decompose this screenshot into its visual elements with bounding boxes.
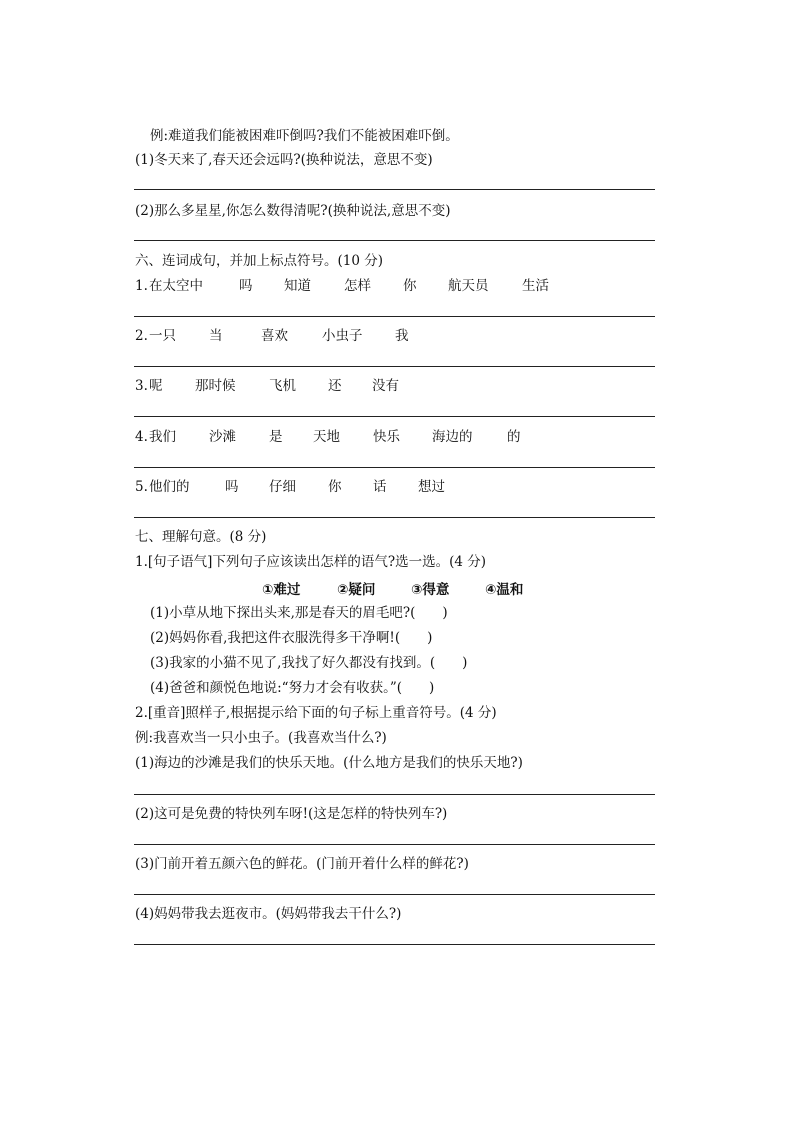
word-tile: 在太空中 — [149, 278, 203, 294]
tone-item-3: (3)我家的小猫不见了,我找了好久都没有找到。( ) — [150, 655, 468, 671]
word-tile: 生活 — [522, 278, 549, 294]
stress-example: 例:我喜欢当一只小虫子。(我喜欢当什么?) — [135, 730, 387, 746]
answer-line — [134, 416, 655, 417]
tone-option-1: ①难过 — [262, 582, 301, 598]
word-tile: 他们的 — [149, 479, 190, 495]
tone-question-title: 1.[句子语气]下列句子应该读出怎样的语气?选一选。(4 分) — [135, 554, 487, 570]
section-6-heading: 六、连词成句，并加上标点符号。(10 分) — [135, 253, 384, 269]
word-tile: 快乐 — [373, 429, 400, 445]
word-tile: 是 — [269, 429, 283, 445]
word-tile: 海边的 — [432, 429, 473, 445]
word-tile: 那时候 — [195, 378, 236, 394]
word-tile: 你 — [403, 278, 417, 294]
rewrite-example: 例:难道我们能被困难吓倒吗?我们不能被困难吓倒。 — [150, 128, 459, 144]
stress-item-1: (1)海边的沙滩是我们的快乐天地。(什么地方是我们的快乐天地?) — [135, 755, 523, 771]
stress-item-2: (2)这可是免费的特快列车呀!(这是怎样的特快列车?) — [135, 806, 448, 822]
word-tile: 航天员 — [448, 278, 489, 294]
answer-line — [134, 366, 655, 367]
word-tile: 想过 — [418, 479, 445, 495]
answer-line — [134, 844, 655, 845]
item-number: 5. — [135, 479, 148, 495]
tone-option-4: ④温和 — [485, 582, 524, 598]
word-tile: 喜欢 — [261, 328, 288, 344]
section-7-heading: 七、理解句意。(8 分) — [135, 529, 267, 545]
answer-line — [134, 316, 655, 317]
word-tile: 沙滩 — [209, 429, 236, 445]
item-number: 4. — [135, 429, 148, 445]
answer-line — [134, 944, 655, 945]
rewrite-question-1: (1)冬天来了,春天还会远吗?(换种说法，意思不变) — [135, 152, 433, 168]
answer-line — [134, 189, 655, 190]
answer-line — [134, 794, 655, 795]
word-tile: 你 — [328, 479, 342, 495]
word-tile: 小虫子 — [322, 328, 363, 344]
item-number: 3. — [135, 378, 148, 394]
word-tile: 还 — [328, 378, 342, 394]
stress-item-3: (3)门前开着五颜六色的鲜花。(门前开着什么样的鲜花?) — [135, 856, 469, 872]
item-number: 2. — [135, 328, 148, 344]
tone-item-2: (2)妈妈你看,我把这件衣服洗得多干净啊!( ) — [150, 630, 433, 646]
word-tile: 怎样 — [344, 278, 371, 294]
word-tile: 天地 — [313, 429, 340, 445]
rewrite-question-2: (2)那么多星星,你怎么数得清呢?(换种说法,意思不变) — [135, 203, 451, 219]
word-tile: 话 — [373, 479, 387, 495]
word-tile: 的 — [507, 429, 521, 445]
word-tile: 仔细 — [269, 479, 296, 495]
word-tile: 知道 — [284, 278, 311, 294]
tone-option-3: ③得意 — [411, 582, 450, 598]
answer-line — [134, 240, 655, 241]
word-tile: 没有 — [372, 378, 399, 394]
word-tile: 飞机 — [269, 378, 296, 394]
tone-item-4: (4)爸爸和颜悦色地说:“努力才会有收获。”( ) — [150, 680, 435, 696]
word-tile: 吗 — [225, 479, 239, 495]
stress-item-4: (4)妈妈带我去逛夜市。(妈妈带我去干什么?) — [135, 906, 402, 922]
word-tile: 我们 — [149, 429, 176, 445]
stress-question-title: 2.[重音]照样子,根据提示给下面的句子标上重音符号。(4 分) — [135, 705, 497, 721]
tone-option-2: ②疑问 — [337, 582, 376, 598]
answer-line — [134, 467, 655, 468]
word-tile: 一只 — [149, 328, 176, 344]
word-tile: 呢 — [149, 378, 163, 394]
word-tile: 我 — [395, 328, 409, 344]
answer-line — [134, 894, 655, 895]
word-tile: 吗 — [239, 278, 253, 294]
answer-line — [134, 517, 655, 518]
tone-item-1: (1)小草从地下探出头来,那是春天的眉毛吧?( ) — [150, 605, 448, 621]
item-number: 1. — [135, 278, 148, 294]
word-tile: 当 — [209, 328, 223, 344]
